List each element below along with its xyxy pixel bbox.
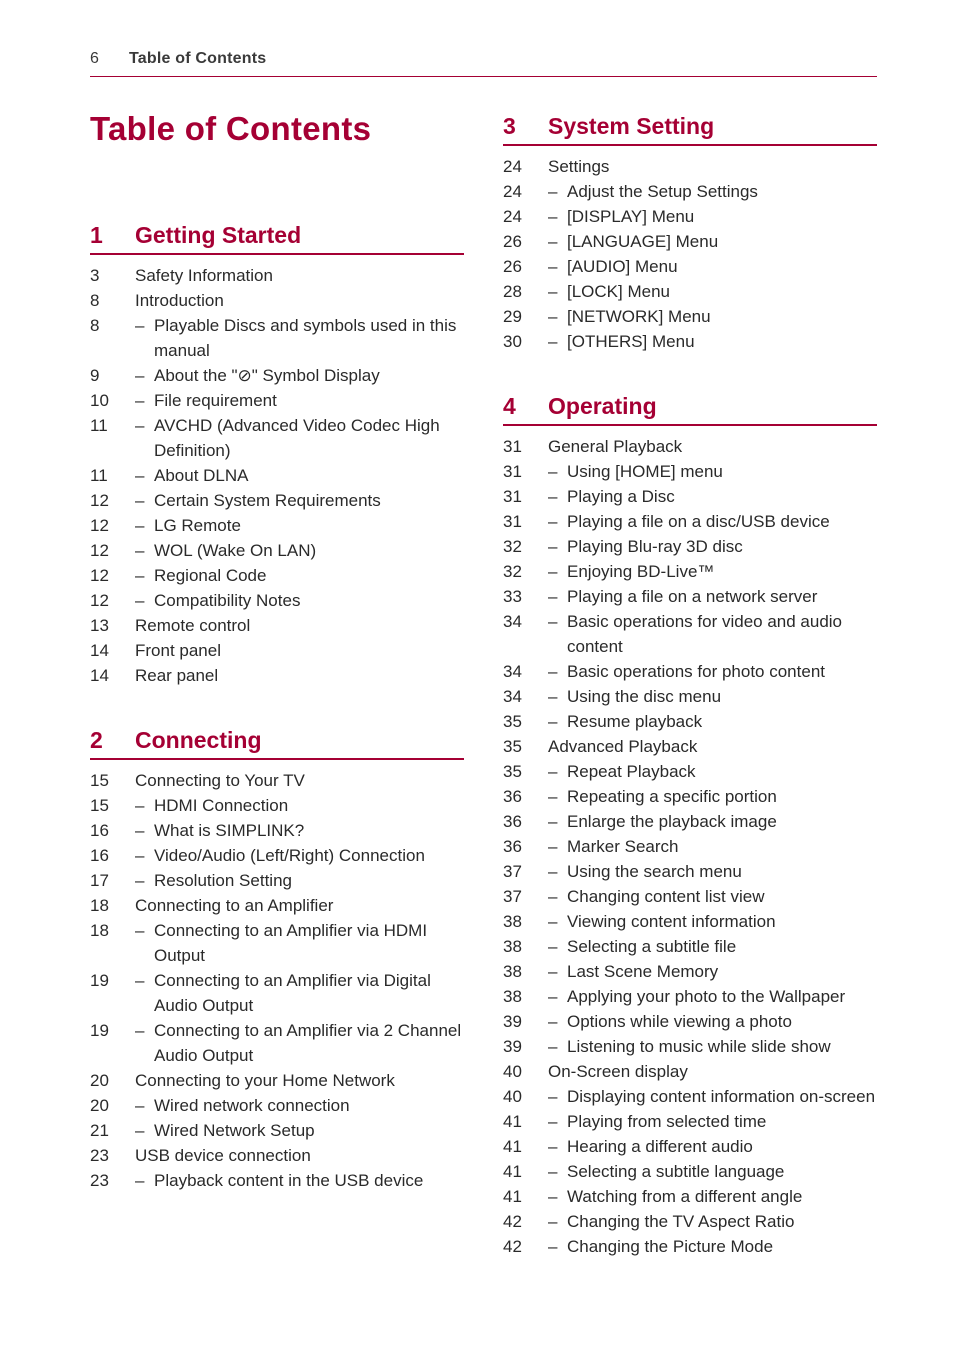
toc-subentry[interactable] (503, 784, 877, 809)
entry-title: On-Screen display (548, 1062, 688, 1081)
section-number: 4 (503, 393, 516, 419)
toc-subentry[interactable] (90, 918, 464, 968)
toc-entry[interactable] (503, 734, 877, 759)
entry-title: – Playing a Disc (503, 484, 877, 509)
toc-entry-list (503, 154, 877, 354)
entry-page-number: 36 (503, 787, 522, 806)
toc-entry[interactable] (90, 893, 464, 918)
entry-page-number: 42 (503, 1237, 522, 1256)
entry-page-number: 41 (503, 1112, 522, 1131)
entry-title: Front panel (135, 641, 221, 660)
entry-title: – Playback content in the USB device (90, 1168, 464, 1193)
toc-subentry[interactable] (503, 684, 877, 709)
entry-title: – Repeating a specific portion (503, 784, 877, 809)
toc-subentry[interactable] (90, 388, 464, 413)
entry-page-number: 39 (503, 1012, 522, 1031)
entry-page-number: 32 (503, 537, 522, 556)
entry-title: – Repeat Playback (503, 759, 877, 784)
toc-subentry[interactable] (503, 304, 877, 329)
toc-subentry[interactable] (503, 484, 877, 509)
entry-page-number: 10 (90, 391, 109, 410)
entry-title: – Watching from a different angle (503, 1184, 877, 1209)
entry-page-number: 35 (503, 762, 522, 781)
entry-page-number: 12 (90, 491, 109, 510)
entry-title: – Certain System Requirements (90, 488, 464, 513)
toc-subentry[interactable] (503, 809, 877, 834)
toc-entry[interactable] (90, 768, 464, 793)
toc-subentry[interactable] (90, 313, 464, 363)
entry-title: Connecting to an Amplifier (135, 896, 334, 915)
toc-subentry[interactable] (90, 588, 464, 613)
entry-title: – Options while viewing a photo (503, 1009, 877, 1034)
entry-title: – Changing content list view (503, 884, 877, 909)
entry-page-number: 23 (90, 1146, 109, 1165)
section-heading[interactable] (90, 724, 464, 760)
entry-title: – Connecting to an Amplifier via Digital Audio Output (90, 968, 464, 1018)
toc-subentry[interactable] (90, 1093, 464, 1118)
toc-section-connecting (90, 724, 464, 1193)
entry-title: – Changing the Picture Mode (503, 1234, 877, 1259)
entry-title: – Playing from selected time (503, 1109, 877, 1134)
entry-title: – Connecting to an Amplifier via HDMI Output (90, 918, 464, 968)
toc-subentry[interactable] (503, 959, 877, 984)
entry-page-number: 20 (90, 1096, 109, 1115)
toc-section-system-setting (503, 110, 877, 354)
toc-entry[interactable] (90, 613, 464, 638)
toc-subentry[interactable] (90, 843, 464, 868)
toc-subentry[interactable] (90, 1168, 464, 1193)
toc-entry-list (503, 434, 877, 1259)
entry-page-number: 38 (503, 987, 522, 1006)
toc-subentry[interactable] (503, 1084, 877, 1109)
entry-page-number: 36 (503, 837, 522, 856)
entry-title: – Hearing a different audio (503, 1134, 877, 1159)
entry-page-number: 26 (503, 257, 522, 276)
entry-page-number: 9 (90, 366, 100, 385)
entry-title: – Connecting to an Amplifier via 2 Channel Audio Output (90, 1018, 464, 1068)
entry-page-number: 14 (90, 666, 109, 685)
toc-subentry[interactable] (90, 463, 464, 488)
entry-title: – [AUDIO] Menu (503, 254, 877, 279)
toc-column-right (503, 110, 877, 1295)
entry-page-number: 16 (90, 821, 109, 840)
entry-page-number: 15 (90, 771, 109, 790)
toc-subentry[interactable] (503, 1109, 877, 1134)
toc-subentry[interactable] (503, 609, 877, 659)
section-heading[interactable] (503, 390, 877, 426)
entry-page-number: 24 (503, 207, 522, 226)
entry-page-number: 17 (90, 871, 109, 890)
toc-subentry[interactable] (503, 1009, 877, 1034)
toc-subentry[interactable] (90, 968, 464, 1018)
toc-subentry[interactable] (503, 559, 877, 584)
toc-entry[interactable] (90, 663, 464, 688)
entry-title: – Basic operations for video and audio content (503, 609, 877, 659)
toc-subentry[interactable] (503, 534, 877, 559)
entry-title: – Selecting a subtitle language (503, 1159, 877, 1184)
entry-page-number: 19 (90, 1021, 109, 1040)
toc-subentry[interactable] (503, 1159, 877, 1184)
toc-entry[interactable] (503, 154, 877, 179)
entry-page-number: 23 (90, 1171, 109, 1190)
entry-title: – Playing a file on a disc/USB device (503, 509, 877, 534)
toc-subentry[interactable] (503, 984, 877, 1009)
toc-subentry[interactable] (503, 934, 877, 959)
entry-title: Connecting to Your TV (135, 771, 305, 790)
toc-entry[interactable] (90, 1143, 464, 1168)
toc-subentry[interactable] (90, 513, 464, 538)
page-header (90, 46, 877, 77)
entry-page-number: 8 (90, 316, 100, 335)
toc-subentry[interactable] (503, 279, 877, 304)
running-header-title: Table of Contents (129, 50, 267, 67)
entry-page-number: 12 (90, 541, 109, 560)
entry-page-number: 37 (503, 887, 522, 906)
entry-title: – Wired network connection (90, 1093, 464, 1118)
entry-title: – [LANGUAGE] Menu (503, 229, 877, 254)
entry-page-number: 31 (503, 437, 522, 456)
section-heading[interactable] (90, 219, 464, 255)
entry-title: – Enlarge the playback image (503, 809, 877, 834)
entry-title: – Selecting a subtitle file (503, 934, 877, 959)
toc-subentry[interactable] (503, 1209, 877, 1234)
entry-page-number: 42 (503, 1212, 522, 1231)
toc-entry[interactable] (90, 638, 464, 663)
toc-subentry[interactable] (90, 488, 464, 513)
toc-subentry[interactable] (90, 413, 464, 463)
toc-entry[interactable] (90, 263, 464, 288)
entry-title: – Marker Search (503, 834, 877, 859)
entry-page-number: 40 (503, 1062, 522, 1081)
entry-page-number: 34 (503, 612, 522, 631)
toc-section-getting-started (90, 219, 464, 688)
entry-page-number: 38 (503, 912, 522, 931)
section-number: 1 (90, 222, 103, 248)
entry-title: Connecting to your Home Network (135, 1071, 395, 1090)
entry-page-number: 19 (90, 971, 109, 990)
toc-subentry[interactable] (503, 229, 877, 254)
entry-page-number: 12 (90, 516, 109, 535)
entry-page-number: 26 (503, 232, 522, 251)
entry-title: – Playable Discs and symbols used in this manual (90, 313, 464, 363)
toc-subentry[interactable] (90, 538, 464, 563)
toc-subentry[interactable] (90, 563, 464, 588)
entry-page-number: 21 (90, 1121, 109, 1140)
entry-page-number: 29 (503, 307, 522, 326)
entry-title: – Playing a file on a network server (503, 584, 877, 609)
entry-title: – Using the search menu (503, 859, 877, 884)
toc-subentry[interactable] (90, 793, 464, 818)
entry-title: – AVCHD (Advanced Video Codec High Definition) (90, 413, 464, 463)
entry-title: – Wired Network Setup (90, 1118, 464, 1143)
toc-subentry[interactable] (503, 204, 877, 229)
toc-subentry[interactable] (503, 759, 877, 784)
entry-page-number: 12 (90, 566, 109, 585)
entry-page-number: 34 (503, 662, 522, 681)
entry-page-number: 35 (503, 737, 522, 756)
entry-page-number: 40 (503, 1087, 522, 1106)
entry-title: – [LOCK] Menu (503, 279, 877, 304)
toc-subentry[interactable] (503, 859, 877, 884)
entry-page-number: 11 (90, 416, 108, 435)
section-number: 2 (90, 727, 103, 753)
entry-page-number: 31 (503, 512, 522, 531)
section-number: 3 (503, 113, 516, 139)
entry-page-number: 39 (503, 1037, 522, 1056)
toc-subentry[interactable] (90, 868, 464, 893)
entry-title: – Playing Blu-ray 3D disc (503, 534, 877, 559)
section-heading[interactable] (503, 110, 877, 146)
toc-subentry[interactable] (503, 1134, 877, 1159)
toc-subentry[interactable] (503, 659, 877, 684)
toc-subentry[interactable] (503, 834, 877, 859)
entry-page-number: 28 (503, 282, 522, 301)
entry-page-number: 24 (503, 182, 522, 201)
entry-page-number: 14 (90, 641, 109, 660)
toc-entry[interactable] (90, 1068, 464, 1093)
entry-title: – About the "⊘" Symbol Display (90, 363, 464, 388)
entry-title: – Compatibility Notes (90, 588, 464, 613)
entry-title: – Adjust the Setup Settings (503, 179, 877, 204)
entry-page-number: 30 (503, 332, 522, 351)
entry-page-number: 31 (503, 462, 522, 481)
entry-title: – Last Scene Memory (503, 959, 877, 984)
entry-page-number: 11 (90, 466, 108, 485)
entry-title: – LG Remote (90, 513, 464, 538)
section-title: Operating (548, 393, 657, 419)
toc-subentry[interactable] (503, 1034, 877, 1059)
toc-subentry[interactable] (503, 709, 877, 734)
entry-title: – Changing the TV Aspect Ratio (503, 1209, 877, 1234)
toc-entry-list (90, 263, 464, 688)
entry-page-number: 38 (503, 962, 522, 981)
entry-title: USB device connection (135, 1146, 311, 1165)
entry-page-number: 16 (90, 846, 109, 865)
entry-title: – Video/Audio (Left/Right) Connection (90, 843, 464, 868)
toc-column-left (90, 219, 464, 1229)
entry-title: – [DISPLAY] Menu (503, 204, 877, 229)
entry-title: – [NETWORK] Menu (503, 304, 877, 329)
toc-subentry[interactable] (503, 329, 877, 354)
entry-title: – About DLNA (90, 463, 464, 488)
entry-title: – Resolution Setting (90, 868, 464, 893)
entry-page-number: 18 (90, 921, 109, 940)
toc-subentry[interactable] (90, 363, 464, 388)
entry-page-number: 18 (90, 896, 109, 915)
section-title: Connecting (135, 727, 262, 753)
toc-subentry[interactable] (503, 1234, 877, 1259)
entry-title: – Basic operations for photo content (503, 659, 877, 684)
entry-page-number: 41 (503, 1162, 522, 1181)
entry-title: Rear panel (135, 666, 219, 685)
toc-entry-list (90, 768, 464, 1193)
entry-title: – Using [HOME] menu (503, 459, 877, 484)
document-title: Table of Contents (90, 110, 372, 147)
entry-title: – Using the disc menu (503, 684, 877, 709)
toc-subentry[interactable] (503, 1184, 877, 1209)
entry-page-number: 34 (503, 687, 522, 706)
entry-page-number: 3 (90, 266, 100, 285)
entry-page-number: 8 (90, 291, 100, 310)
entry-title: General Playback (548, 437, 683, 456)
toc-subentry[interactable] (90, 1118, 464, 1143)
section-title: System Setting (548, 113, 715, 139)
entry-title: Advanced Playback (548, 737, 698, 756)
entry-title: – Listening to music while slide show (503, 1034, 877, 1059)
toc-entry[interactable] (503, 434, 877, 459)
entry-page-number: 33 (503, 587, 522, 606)
entry-page-number: 41 (503, 1187, 522, 1206)
entry-page-number: 38 (503, 937, 522, 956)
entry-title: – Applying your photo to the Wallpaper (503, 984, 877, 1009)
entry-title: – Viewing content information (503, 909, 877, 934)
entry-page-number: 35 (503, 712, 522, 731)
entry-title: – Resume playback (503, 709, 877, 734)
entry-page-number: 24 (503, 157, 522, 176)
toc-subentry[interactable] (90, 818, 464, 843)
toc-entry[interactable] (503, 1059, 877, 1084)
entry-title: – [OTHERS] Menu (503, 329, 877, 354)
entry-page-number: 41 (503, 1137, 522, 1156)
entry-page-number: 32 (503, 562, 522, 581)
entry-title: – HDMI Connection (90, 793, 464, 818)
toc-subentry[interactable] (90, 1018, 464, 1068)
entry-title: Settings (548, 157, 610, 176)
toc-subentry[interactable] (503, 179, 877, 204)
section-title: Getting Started (135, 222, 302, 248)
entry-title: – What is SIMPLINK? (90, 818, 464, 843)
entry-title: – Displaying content information on-screen (503, 1084, 877, 1109)
entry-page-number: 31 (503, 487, 522, 506)
entry-page-number: 36 (503, 812, 522, 831)
entry-page-number: 37 (503, 862, 522, 881)
toc-subentry[interactable] (503, 884, 877, 909)
entry-page-number: 15 (90, 796, 109, 815)
entry-title: Safety Information (135, 266, 273, 285)
page-number: 6 (90, 50, 99, 67)
entry-page-number: 13 (90, 616, 109, 635)
toc-subentry[interactable] (503, 459, 877, 484)
toc-subentry[interactable] (503, 909, 877, 934)
entry-title: Introduction (135, 291, 224, 310)
entry-title: – File requirement (90, 388, 464, 413)
entry-title: – Enjoying BD-Live™ (503, 559, 877, 584)
entry-title: – WOL (Wake On LAN) (90, 538, 464, 563)
toc-section-operating (503, 390, 877, 1259)
toc-subentry[interactable] (503, 509, 877, 534)
entry-page-number: 20 (90, 1071, 109, 1090)
toc-entry[interactable] (90, 288, 464, 313)
toc-subentry[interactable] (503, 254, 877, 279)
entry-page-number: 12 (90, 591, 109, 610)
entry-title: Remote control (135, 616, 251, 635)
entry-title: – Regional Code (90, 563, 464, 588)
toc-subentry[interactable] (503, 584, 877, 609)
